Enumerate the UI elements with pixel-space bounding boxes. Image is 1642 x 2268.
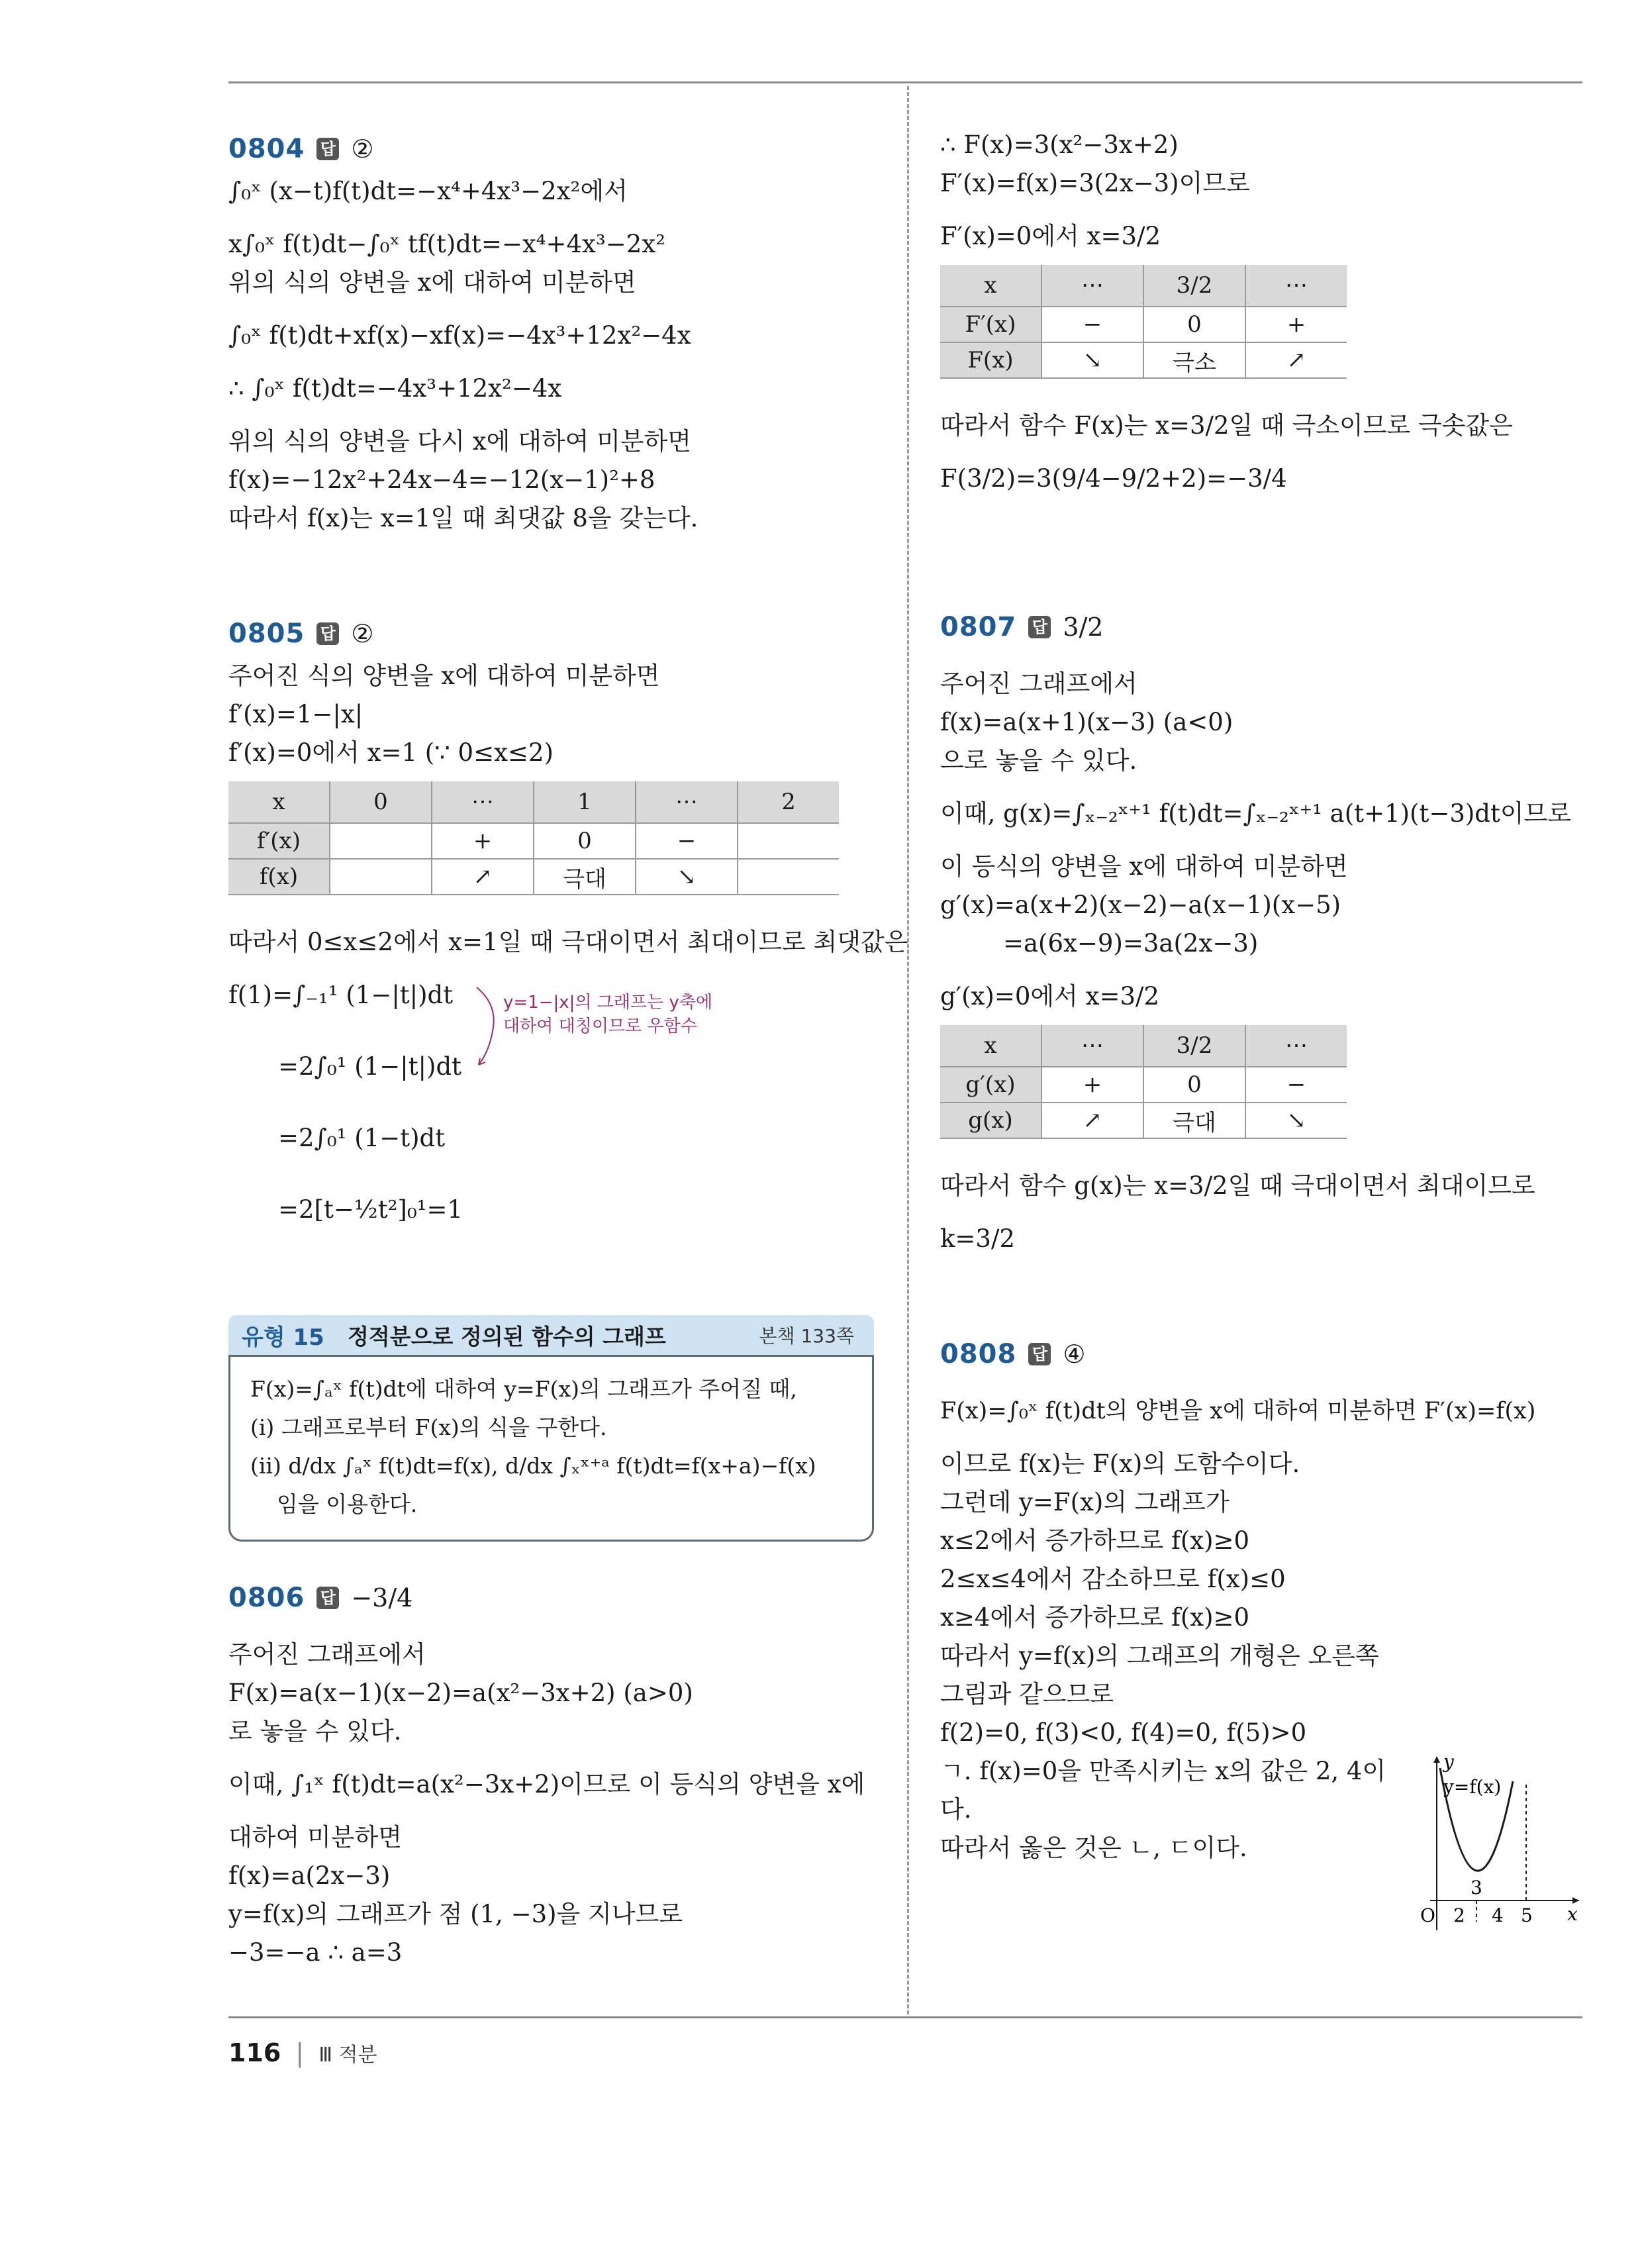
problem-0805-header [228,611,874,657]
solution-line: f′(x)=1−|x| [228,700,363,728]
solution-line: 대하여 미분하면 [228,1823,402,1851]
solution-line: 따라서 함수 F(x)는 x=3/2일 때 극소이므로 극솟값은 [940,411,1514,440]
solution-line: x∫₀ˣ f(t)dt−∫₀ˣ tf(t)dt=−x⁴+4x³−2x² [228,230,666,258]
fx-graph [1414,1748,1586,1934]
solution-line: 주어진 그래프에서 [940,669,1137,698]
table-header-cell: x [228,781,330,823]
chapter-label: Ⅲ 적분 [318,2044,377,2067]
type-content [228,1355,874,1542]
tick-label: 5 [1521,1904,1533,1926]
side-note-line: 대하여 대칭이므로 우함수 [503,1016,697,1036]
table-header-cell: 2 [738,781,839,823]
table-cell: + [432,823,534,859]
solution-step: f(1)=∫₋₁¹ (1−|t|)dt [228,981,454,1009]
solution-line: F(x)=∫₀ˣ f(t)dt의 양변을 x에 대하여 미분하면 F′(x)=f(x) [940,1398,1536,1424]
sign-table-0807 [940,1025,1347,1139]
solution-result: k=3/2 [940,1224,1015,1253]
problem-number: 0805 [228,618,305,649]
table-cell: ↘ [1245,1103,1347,1138]
solution-line: 이 등식의 양변을 x에 대하여 미분하면 [940,852,1348,881]
table-row-label: f′(x) [228,823,330,859]
solution-step: =2[t−½t²]₀¹=1 [278,1195,463,1224]
curve-label: y=f(x) [1443,1776,1502,1798]
table-header-cell: 3/2 [1143,1025,1245,1067]
table-header-cell: x [940,1025,1041,1067]
table-cell: 극대 [534,859,636,895]
solution-line: 주어진 식의 양변을 x에 대하여 미분하면 [228,662,660,690]
solution-line: 으로 놓을 수 있다. [940,746,1137,775]
problem-0807-header [940,604,1582,650]
solution-line: =a(6x−9)=3a(2x−3) [1003,929,1259,958]
problem-number: 0806 [228,1583,305,1613]
top-rule [228,81,1582,83]
solution-line: 따라서 f(x)는 x=1일 때 최댓값 8을 갖는다. [228,504,699,532]
table-header-cell: ⋯ [636,781,738,823]
table-cell: ↗ [432,859,534,895]
solution-line: f(x)=−12x²+24x−4=−12(x−1)²+8 [228,466,655,494]
solution-line: ∴ ∫₀ˣ f(t)dt=−4x³+12x²−4x [228,374,562,403]
solution-line: 2≤x≤4에서 감소하므로 f(x)≤0 [940,1565,1286,1593]
column-divider [907,86,909,2014]
solution-line: x≤2에서 증가하므로 f(x)≥0 [940,1526,1250,1555]
problem-number: 0807 [940,612,1017,642]
answer-badge: 답 [1028,616,1051,638]
table-cell: 0 [1143,307,1245,342]
solution-line: ∫₀ˣ (x−t)f(t)dt=−x⁴+4x³−2x²에서 [228,177,628,205]
solution-line: 이므로 f(x)는 F(x)의 도함수이다. [940,1450,1300,1478]
table-header-cell: 1 [534,781,636,823]
solution-line: −3=−a ∴ a=3 [228,1938,403,1967]
problem-number: 0804 [228,134,305,164]
table-cell: + [1041,1067,1143,1103]
bottom-rule [228,2016,1582,2018]
table-row-label: g(x) [940,1103,1041,1138]
table-cell [330,823,432,859]
table-header-cell: ⋯ [1245,265,1347,307]
table-header-cell: ⋯ [1041,1025,1143,1067]
solution-line: 그런데 y=F(x)의 그래프가 [940,1488,1230,1516]
sign-table-0805 [228,781,839,895]
table-header-cell: x [940,265,1041,307]
table-cell: ↗ [1245,342,1347,378]
page-footer [228,2038,377,2067]
tick-label: 3 [1471,1877,1482,1898]
answer-value: 3/2 [1063,613,1104,642]
type-line: F(x)=∫ₐˣ f(t)dt에 대하여 y=F(x)의 그래프가 주어질 때, [250,1376,797,1402]
answer-badge: 답 [316,138,339,160]
solution-line: 따라서 옳은 것은 ㄴ, ㄷ이다. [940,1834,1247,1862]
solution-line: 이때, ∫₁ˣ f(t)dt=a(x²−3x+2)이므로 이 등식의 양변을 x에 [228,1770,865,1799]
answer-badge: 답 [316,622,339,645]
y-axis-arrow [1433,1756,1440,1763]
solution-line: 다. [940,1795,972,1824]
problem-number: 0808 [940,1339,1017,1369]
table-cell [738,823,839,859]
answer-value: −3/4 [351,1583,413,1612]
answer-value: ② [351,619,374,648]
solution-line: ∴ F(x)=3(x²−3x+2) [940,130,1179,159]
solution-line: 그림과 같으므로 [940,1680,1114,1708]
table-cell: 0 [534,823,636,859]
table-header-cell: 0 [330,781,432,823]
solution-line: 따라서 함수 g(x)는 x=3/2일 때 극대이면서 최대이므로 [940,1171,1535,1200]
problem-0808-header [940,1331,1582,1377]
tick-label: 2 [1453,1904,1465,1926]
table-row-label: f(x) [228,859,330,895]
solution-line: 위의 식의 양변을 다시 x에 대하여 미분하면 [228,427,692,456]
integral-steps [228,976,874,1229]
table-cell: ↗ [1041,1103,1143,1138]
page-number: 116 [228,2038,281,2067]
type-page-ref: 본책 133쪽 [759,1325,854,1347]
solution-line: g′(x)=0에서 x=3/2 [940,982,1160,1011]
solution-line: f(2)=0, f(3)<0, f(4)=0, f(5)>0 [940,1718,1307,1747]
table-cell [738,859,839,895]
solution-line: ∫₀ˣ f(t)dt+xf(x)−xf(x)=−4x³+12x²−4x [228,321,691,350]
type-line: (ii) d/dx ∫ₐˣ f(t)dt=f(x), d/dx ∫ₓˣ⁺ᵃ f(t)dt=f(x+a)−f(x) [250,1453,816,1479]
solution-line: g′(x)=a(x+2)(x−2)−a(x−1)(x−5) [940,891,1341,919]
solution-line: 이때, g(x)=∫ₓ₋₂ˣ⁺¹ f(t)dt=∫ₓ₋₂ˣ⁺¹ a(t+1)(t−3)dt이므로 [940,799,1572,828]
solution-line: F′(x)=0에서 x=3/2 [940,222,1161,250]
type-15-box [228,1315,874,1542]
type-line: (i) 그래프로부터 F(x)의 식을 구한다. [250,1414,607,1440]
solution-line: 따라서 0≤x≤2에서 x=1일 때 극대이면서 최대이므로 최댓값은 [228,928,908,956]
table-row-label: F(x) [940,342,1041,378]
solution-line: ㄱ. f(x)=0을 만족시키는 x의 값은 2, 4이 [940,1757,1386,1785]
solution-line: f(x)=a(x+1)(x−3) (a<0) [940,708,1233,736]
table-cell: − [1041,307,1143,342]
solution-line: 주어진 그래프에서 [228,1640,426,1669]
table-row-label: F′(x) [940,307,1041,342]
solution-line: x≥4에서 증가하므로 f(x)≥0 [940,1603,1250,1632]
answer-badge: 답 [316,1587,339,1609]
footer-separator: | [295,2038,305,2067]
solution-line: 로 놓을 수 있다. [228,1717,402,1746]
solution-step: =2∫₀¹ (1−t)dt [278,1124,446,1152]
sign-table-0806 [940,265,1347,379]
left-column [228,126,908,1972]
origin-label: O [1420,1904,1435,1926]
note-bracket [473,984,500,1070]
table-header-cell: ⋯ [1245,1025,1347,1067]
type-title: 정적분으로 정의된 함수의 그래프 [348,1323,666,1350]
solution-line: F(x)=a(x−1)(x−2)=a(x²−3x+2) (a>0) [228,1679,693,1707]
table-row-label: g′(x) [940,1067,1041,1103]
problem-0804-header [228,126,874,172]
table-header-cell: ⋯ [432,781,534,823]
table-cell: 극대 [1143,1103,1245,1138]
solution-line: f′(x)=0에서 x=1 (∵ 0≤x≤2) [228,738,554,767]
table-cell [330,859,432,895]
type-header-bar [228,1315,874,1355]
problem-0806-header [228,1575,874,1621]
table-cell: − [636,823,738,859]
tick-label: 4 [1492,1904,1504,1926]
answer-value: ② [351,134,374,164]
answer-badge: 답 [1028,1343,1051,1365]
solution-step: =2∫₀¹ (1−|t|)dt [278,1052,462,1081]
solution-line: f(x)=a(2x−3) [228,1861,391,1890]
type-line: 임을 이용한다. [277,1491,418,1517]
table-cell: + [1245,307,1347,342]
x-label: x [1567,1903,1578,1925]
table-header-cell: 3/2 [1143,265,1245,307]
solution-line: 위의 식의 양변을 x에 대하여 미분하면 [228,268,636,297]
solution-line: F′(x)=f(x)=3(2x−3)이므로 [940,169,1250,197]
solution-line: 따라서 y=f(x)의 그래프의 개형은 오른쪽 [940,1642,1379,1670]
table-cell: ↘ [1041,342,1143,378]
type-label: 유형 15 [242,1324,324,1351]
table-cell: − [1245,1067,1347,1103]
side-note-line: y=1−|x|의 그래프는 y축에 [503,993,713,1012]
side-note [503,991,712,1038]
table-header-cell: ⋯ [1041,265,1143,307]
solution-line: y=f(x)의 그래프가 점 (1, −3)을 지나므로 [228,1900,683,1928]
right-column [940,126,1582,1867]
answer-value: ④ [1063,1340,1086,1369]
table-cell: 극소 [1143,342,1245,378]
table-cell: ↘ [636,859,738,895]
solution-result: F(3/2)=3(9/4−9/2+2)=−3/4 [940,464,1287,493]
table-cell: 0 [1143,1067,1245,1103]
y-label: y [1443,1751,1454,1773]
